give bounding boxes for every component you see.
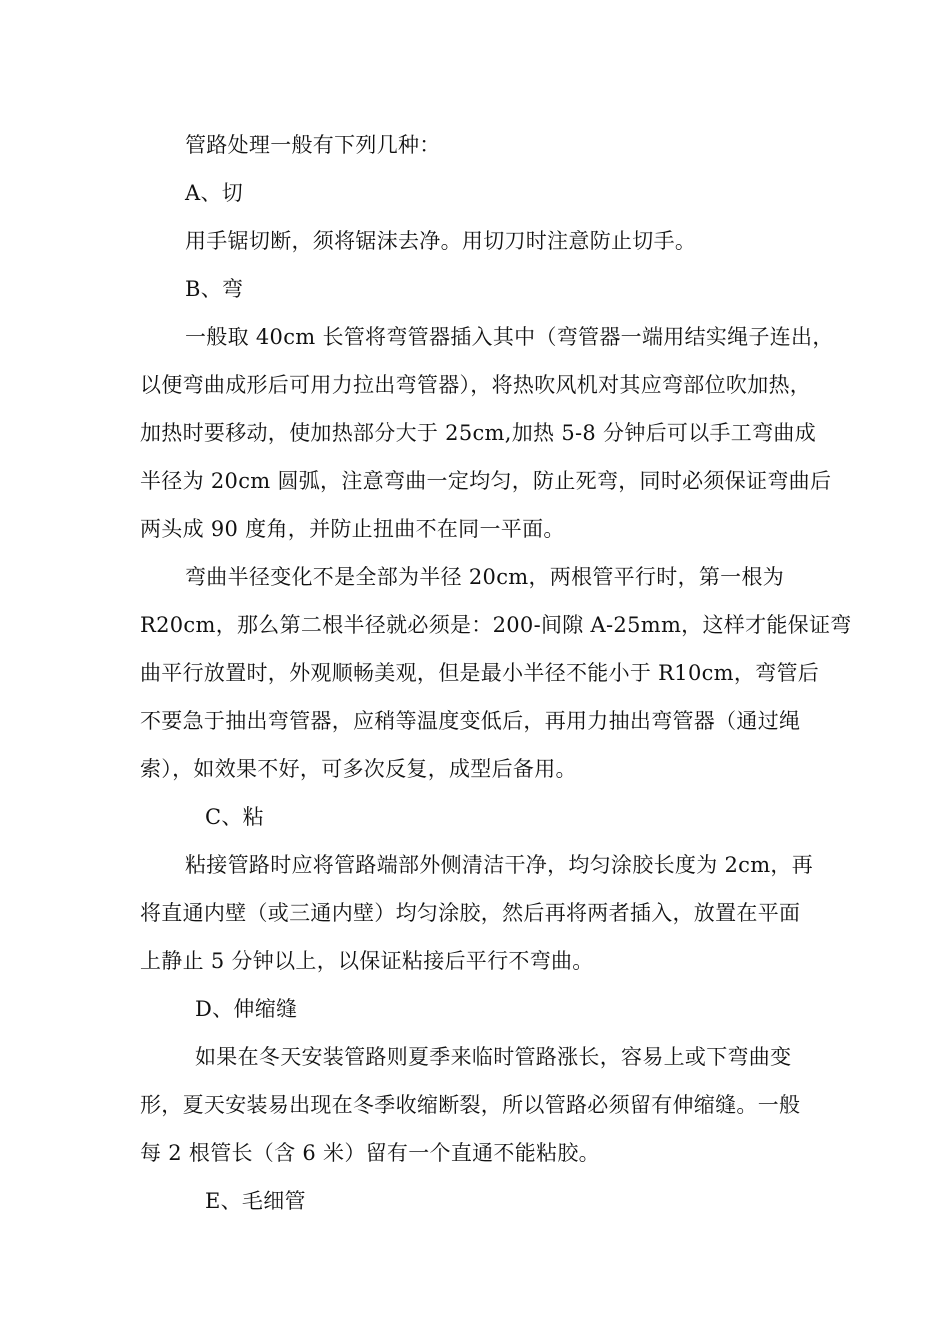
paragraph-line: 两头成 90 度角，并防止扭曲不在同一平面。	[140, 517, 565, 541]
paragraph-line: 形，夏天安装易出现在冬季收缩断裂，所以管路必须留有伸缩缝。一般	[140, 1093, 801, 1117]
paragraph-line: 以便弯曲成形后可用力拉出弯管器），将热吹风机对其应弯部位吹加热，	[140, 373, 812, 397]
paragraph-line: 粘接管路时应将管路端部外侧清洁干净，均匀涂胶长度为 2cm，再	[185, 853, 814, 877]
paragraph-line: 索），如效果不好，可多次反复，成型后备用。	[140, 757, 577, 781]
paragraph-line: R20cm，那么第二根半径就必须是：200-间隙 A-25mm，这样才能保证弯	[140, 613, 852, 637]
paragraph-line: 每 2 根管长（含 6 米）留有一个直通不能粘胶。	[140, 1141, 600, 1165]
paragraph-line: 不要急于抽出弯管器，应稍等温度变低后，再用力抽出弯管器（通过绳	[140, 709, 801, 733]
paragraph-line: 曲平行放置时，外观顺畅美观，但是最小半径不能小于 R10cm，弯管后	[140, 661, 820, 685]
paragraph-line: 弯曲半径变化不是全部为半径 20cm，两根管平行时，第一根为	[185, 565, 785, 589]
heading-cut: A、切	[185, 181, 244, 205]
intro-line: 管路处理一般有下列几种：	[185, 133, 441, 157]
heading-capillary: E、毛细管	[205, 1189, 306, 1213]
paragraph-line: 上静止 5 分钟以上，以保证粘接后平行不弯曲。	[140, 949, 594, 973]
heading-bend: B、弯	[185, 277, 244, 301]
paragraph-line: 如果在冬天安装管路则夏季来临时管路涨长，容易上或下弯曲变	[195, 1045, 792, 1069]
heading-expansion-joint: D、伸缩缝	[195, 997, 298, 1021]
paragraph-line: 一般取 40cm 长管将弯管器插入其中（弯管器一端用结实绳子连出，	[185, 325, 834, 349]
paragraph-line: 用手锯切断，须将锯沫去净。用切刀时注意防止切手。	[185, 229, 697, 253]
heading-glue: C、粘	[205, 805, 264, 829]
paragraph-line: 半径为 20cm 圆弧，注意弯曲一定均匀，防止死弯，同时必须保证弯曲后	[140, 469, 832, 493]
paragraph-line: 加热时要移动，使加热部分大于 25cm,加热 5-8 分钟后可以手工弯曲成	[140, 421, 817, 445]
paragraph-line: 将直通内壁（或三通内壁）均匀涂胶，然后再将两者插入，放置在平面	[140, 901, 801, 925]
